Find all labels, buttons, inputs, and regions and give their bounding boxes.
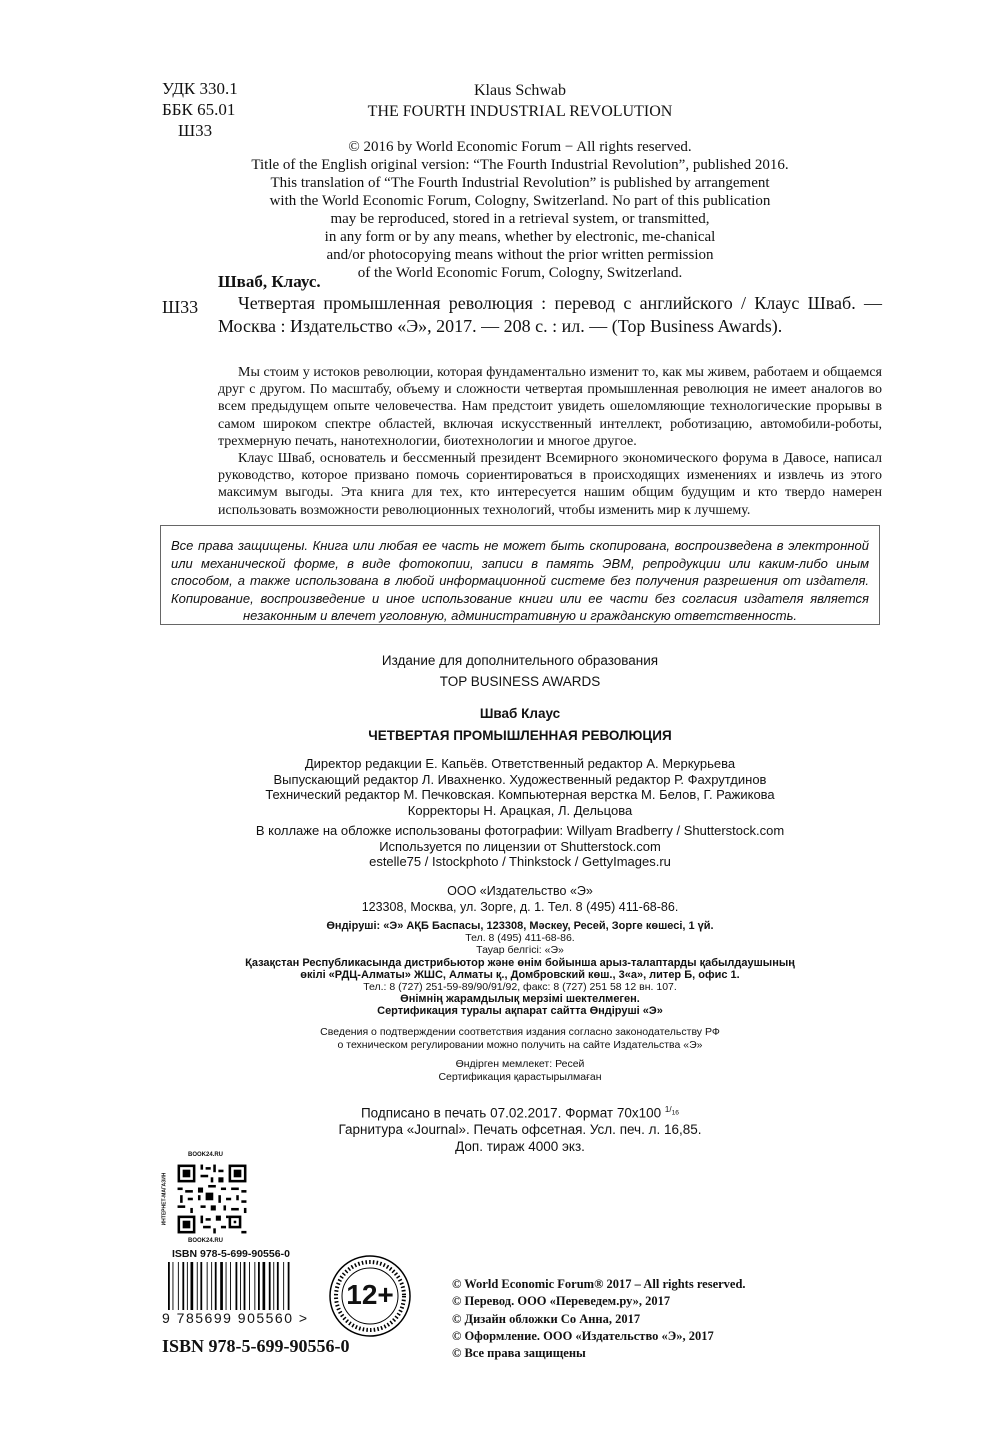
credit-line: Корректоры Н. Арацкая, Л. Дельцова xyxy=(407,802,633,818)
format-denominator: 16 xyxy=(671,1109,680,1117)
annotation-paragraph: Клаус Шваб, основатель и бессменный президент Всемирного экономического форума в Давосе, написал руководство, которое призвано помочь сориентироваться в происходящих изменениях и извлечь из этого максимум выгоды. Эта книга для тех, кто интересуется нашим общим будущим и кто твердо намерен использовать возможности революционных технологий, чтобы изменить мир к лучшему. xyxy=(218,451,882,518)
udk-code: УДК 330.1 xyxy=(162,79,238,98)
conformity-line: Сведения о подтверждении соответствия издания согласно законодательству РФ xyxy=(320,1026,720,1038)
bib-entry: Четвертая промышленная революция : перевод с английского / Клаус Шваб. — Москва : Издательство «Э», 2017. — 208 с. : ил. — (Top Business Awards). xyxy=(218,293,882,336)
kz-line: Өндіруші: «Э» АҚБ Баспасы, 123308, Мәскеу, Ресей, Зорге көшесі, 1 үй. xyxy=(326,920,714,932)
kz-line: Қазақстан Республикасында дистрибьютор және өнім бойынша арыз-талаптарды қабылдаушының xyxy=(245,956,795,969)
imprint xyxy=(160,652,880,744)
origin-line: Өндірген мемлекет: Ресей xyxy=(455,1058,585,1070)
credit-line: Директор редакции Е. Капьёв. Ответственный редактор А. Меркурьева xyxy=(304,756,736,771)
isbn-small: ISBN 978-5-699-90556-0 xyxy=(172,1248,290,1260)
imprint-title: ЧЕТВЕРТАЯ ПРОМЫШЛЕННАЯ РЕВОЛЮЦИЯ xyxy=(368,728,672,743)
bib-code: Ш33 xyxy=(162,297,199,317)
copyright-list xyxy=(452,1276,746,1362)
copyright-item: © Оформление. ООО «Издательство «Э», 2017 xyxy=(452,1328,714,1343)
qr-top-label: BOOK24.RU xyxy=(188,1152,224,1158)
origin-info xyxy=(160,1058,880,1083)
credits xyxy=(160,756,880,818)
barcode-digits: 9 785699 905560 > xyxy=(162,1310,312,1326)
collage-line: Используется по лицензии от Shutterstock.com xyxy=(379,838,661,854)
qr-bottom-label: BOOK24.RU xyxy=(188,1238,224,1244)
copyright-line: may be reproduced, stored in a retrieval system, or transmitted, xyxy=(330,211,710,227)
printing-date-format: Подписано в печать 07.02.2017. Формат 70x100 xyxy=(360,1105,662,1121)
copyright-line: This translation of “The Fourth Industrial Revolution” is published by arrangement xyxy=(270,175,770,191)
printing-info xyxy=(160,1102,880,1155)
collage-line: В коллаже на обложке использованы фотографии: Willyam Bradberry / Shutterstock.com xyxy=(255,823,785,838)
conformity-line: о техническом регулировании можно получить на сайте Издательства «Э» xyxy=(337,1038,703,1051)
kz-line: Тел.: 8 (727) 251-59-89/90/91/92, факс: 8 (727) 251 58 12 вн. 107. xyxy=(363,981,677,994)
publisher-address: 123308, Москва, ул. Зорге, д. 1. Тел. 8 (495) 411-68-86. xyxy=(361,899,679,914)
isbn-large: ISBN 978-5-699-90556-0 xyxy=(162,1336,350,1356)
printing-line-1: Подписано в печать 07.02.2017. Формат 70x100 $^{1/_{16}}$ xyxy=(360,1105,680,1121)
classification-codes xyxy=(162,78,238,141)
copyright-line: with the World Economic Forum, Cologny, Switzerland. No part of this publication xyxy=(269,193,771,209)
copyright-line: © 2016 by World Economic Forum − All rights reserved. xyxy=(348,139,692,155)
copyright-line: and/or photocopying means without the prior written permission xyxy=(326,247,714,263)
copyright-item: © Все права защищены xyxy=(452,1346,586,1361)
annotation xyxy=(218,364,882,519)
age-rating: 12+ xyxy=(346,1279,394,1310)
bbk-code: ББК 65.01 xyxy=(162,100,236,119)
bib-author: Шваб, Клаус. xyxy=(218,272,321,291)
copyright-line: of the World Economic Forum, Cologny, Switzerland. xyxy=(357,265,683,281)
copyright-line: in any form or by any means, whether by electronic, me-chanical xyxy=(324,229,716,245)
collage-line: estelle75 / Istockphoto / Thinkstock / GettyImages.ru xyxy=(369,854,671,870)
edition-type: Издание для дополнительного образования xyxy=(381,653,659,668)
annotation-paragraph: Мы стоим у истоков революции, которая фундаментально изменит то, как мы живем, работаем и общаемся друг с другом. По масштабу, объему и сложности четвертая промышленная революция не имеет аналогов во всем предыдущем опыте человечества. Нам предстоит увидеть ошеломляющие технологические прорывы в самом широком спектре областей, включая искусственный интеллект, роботизацию, автомобили-роботы, трехмерную печать, нанотехнологии, биотехнологии и многое другое. xyxy=(218,365,882,449)
copyright-item: © Перевод. ООО «Переведем.ру», 2017 xyxy=(452,1294,671,1309)
cover-collage-credits xyxy=(160,823,880,870)
qr-code xyxy=(175,1162,249,1236)
kz-line: Тел. 8 (495) 411-68-86. xyxy=(465,932,575,945)
rights-notice-box xyxy=(160,525,880,625)
credit-line: Выпускающий редактор Л. Ивахненко. Художественный редактор Р. Фахрутдинов xyxy=(273,771,767,787)
publisher-info xyxy=(160,884,880,915)
printing-line-2: Гарнитура «Journal». Печать офсетная. Усл. печ. л. 16,85. xyxy=(338,1122,702,1138)
original-header xyxy=(250,80,790,122)
format-numerator: 1 xyxy=(664,1105,670,1114)
copyright-item: © World Economic Forum® 2017 – All rights reserved. xyxy=(452,1277,746,1291)
qr-left-label: ИНТЕРНЕТ-МАГАЗИН xyxy=(161,1172,168,1226)
original-author: Klaus Schwab xyxy=(474,82,566,99)
author-mark: Ш33 xyxy=(178,121,213,140)
imprint-author: Шваб Клаус xyxy=(479,706,561,721)
copyright-item: © Дизайн обложки Со Анна, 2017 xyxy=(452,1311,641,1326)
copyright-line: Title of the English original version: “The Fourth Industrial Revolution”, published 2016. xyxy=(251,157,789,173)
publisher-name: ООО «Издательство «Э» xyxy=(447,884,593,898)
conformity-info xyxy=(160,1026,880,1051)
kz-line: Тауар белгісі: «Э» xyxy=(476,944,564,957)
original-copyright xyxy=(200,138,840,282)
printing-line-3: Доп. тираж 4000 экз. xyxy=(455,1138,585,1154)
rights-notice: Все права защищены. Книга или любая ее часть не может быть скопирована, воспроизведена в электронной или механической форме, в виде фотокопии, записи в память ЭВМ, репродукции или каким-либо иным способом, а также использована в любой информационной системе без получения разрешения от издателя. Копирование, воспроизведение и иное использование книги или ее части без согласия издателя является незаконным и влечет уголовную, административную и гражданскую ответственность. xyxy=(171,538,869,623)
age-rating-badge xyxy=(327,1253,413,1339)
qr-code-block xyxy=(160,1152,260,1247)
kz-line: Өнімнің жарамдылық мерзімі шектелмеген. xyxy=(400,993,640,1006)
kz-line: Сертификация туралы ақпарат сайтта Өндіруші «Э» xyxy=(377,1005,663,1018)
series-name: TOP BUSINESS AWARDS xyxy=(439,674,601,689)
original-title: THE FOURTH INDUSTRIAL REVOLUTION xyxy=(367,103,673,120)
kazakh-info xyxy=(160,920,880,1018)
origin-line: Сертификация қарастырылмаған xyxy=(438,1070,602,1083)
credit-line: Технический редактор М. Печковская. Компьютерная верстка М. Белов, Г. Ражикова xyxy=(265,787,775,803)
kz-line: өкілі «РДЦ-Алматы» ЖШС, Алматы қ., Домбровский көш., 3«а», литер Б, офис 1. xyxy=(300,968,740,981)
